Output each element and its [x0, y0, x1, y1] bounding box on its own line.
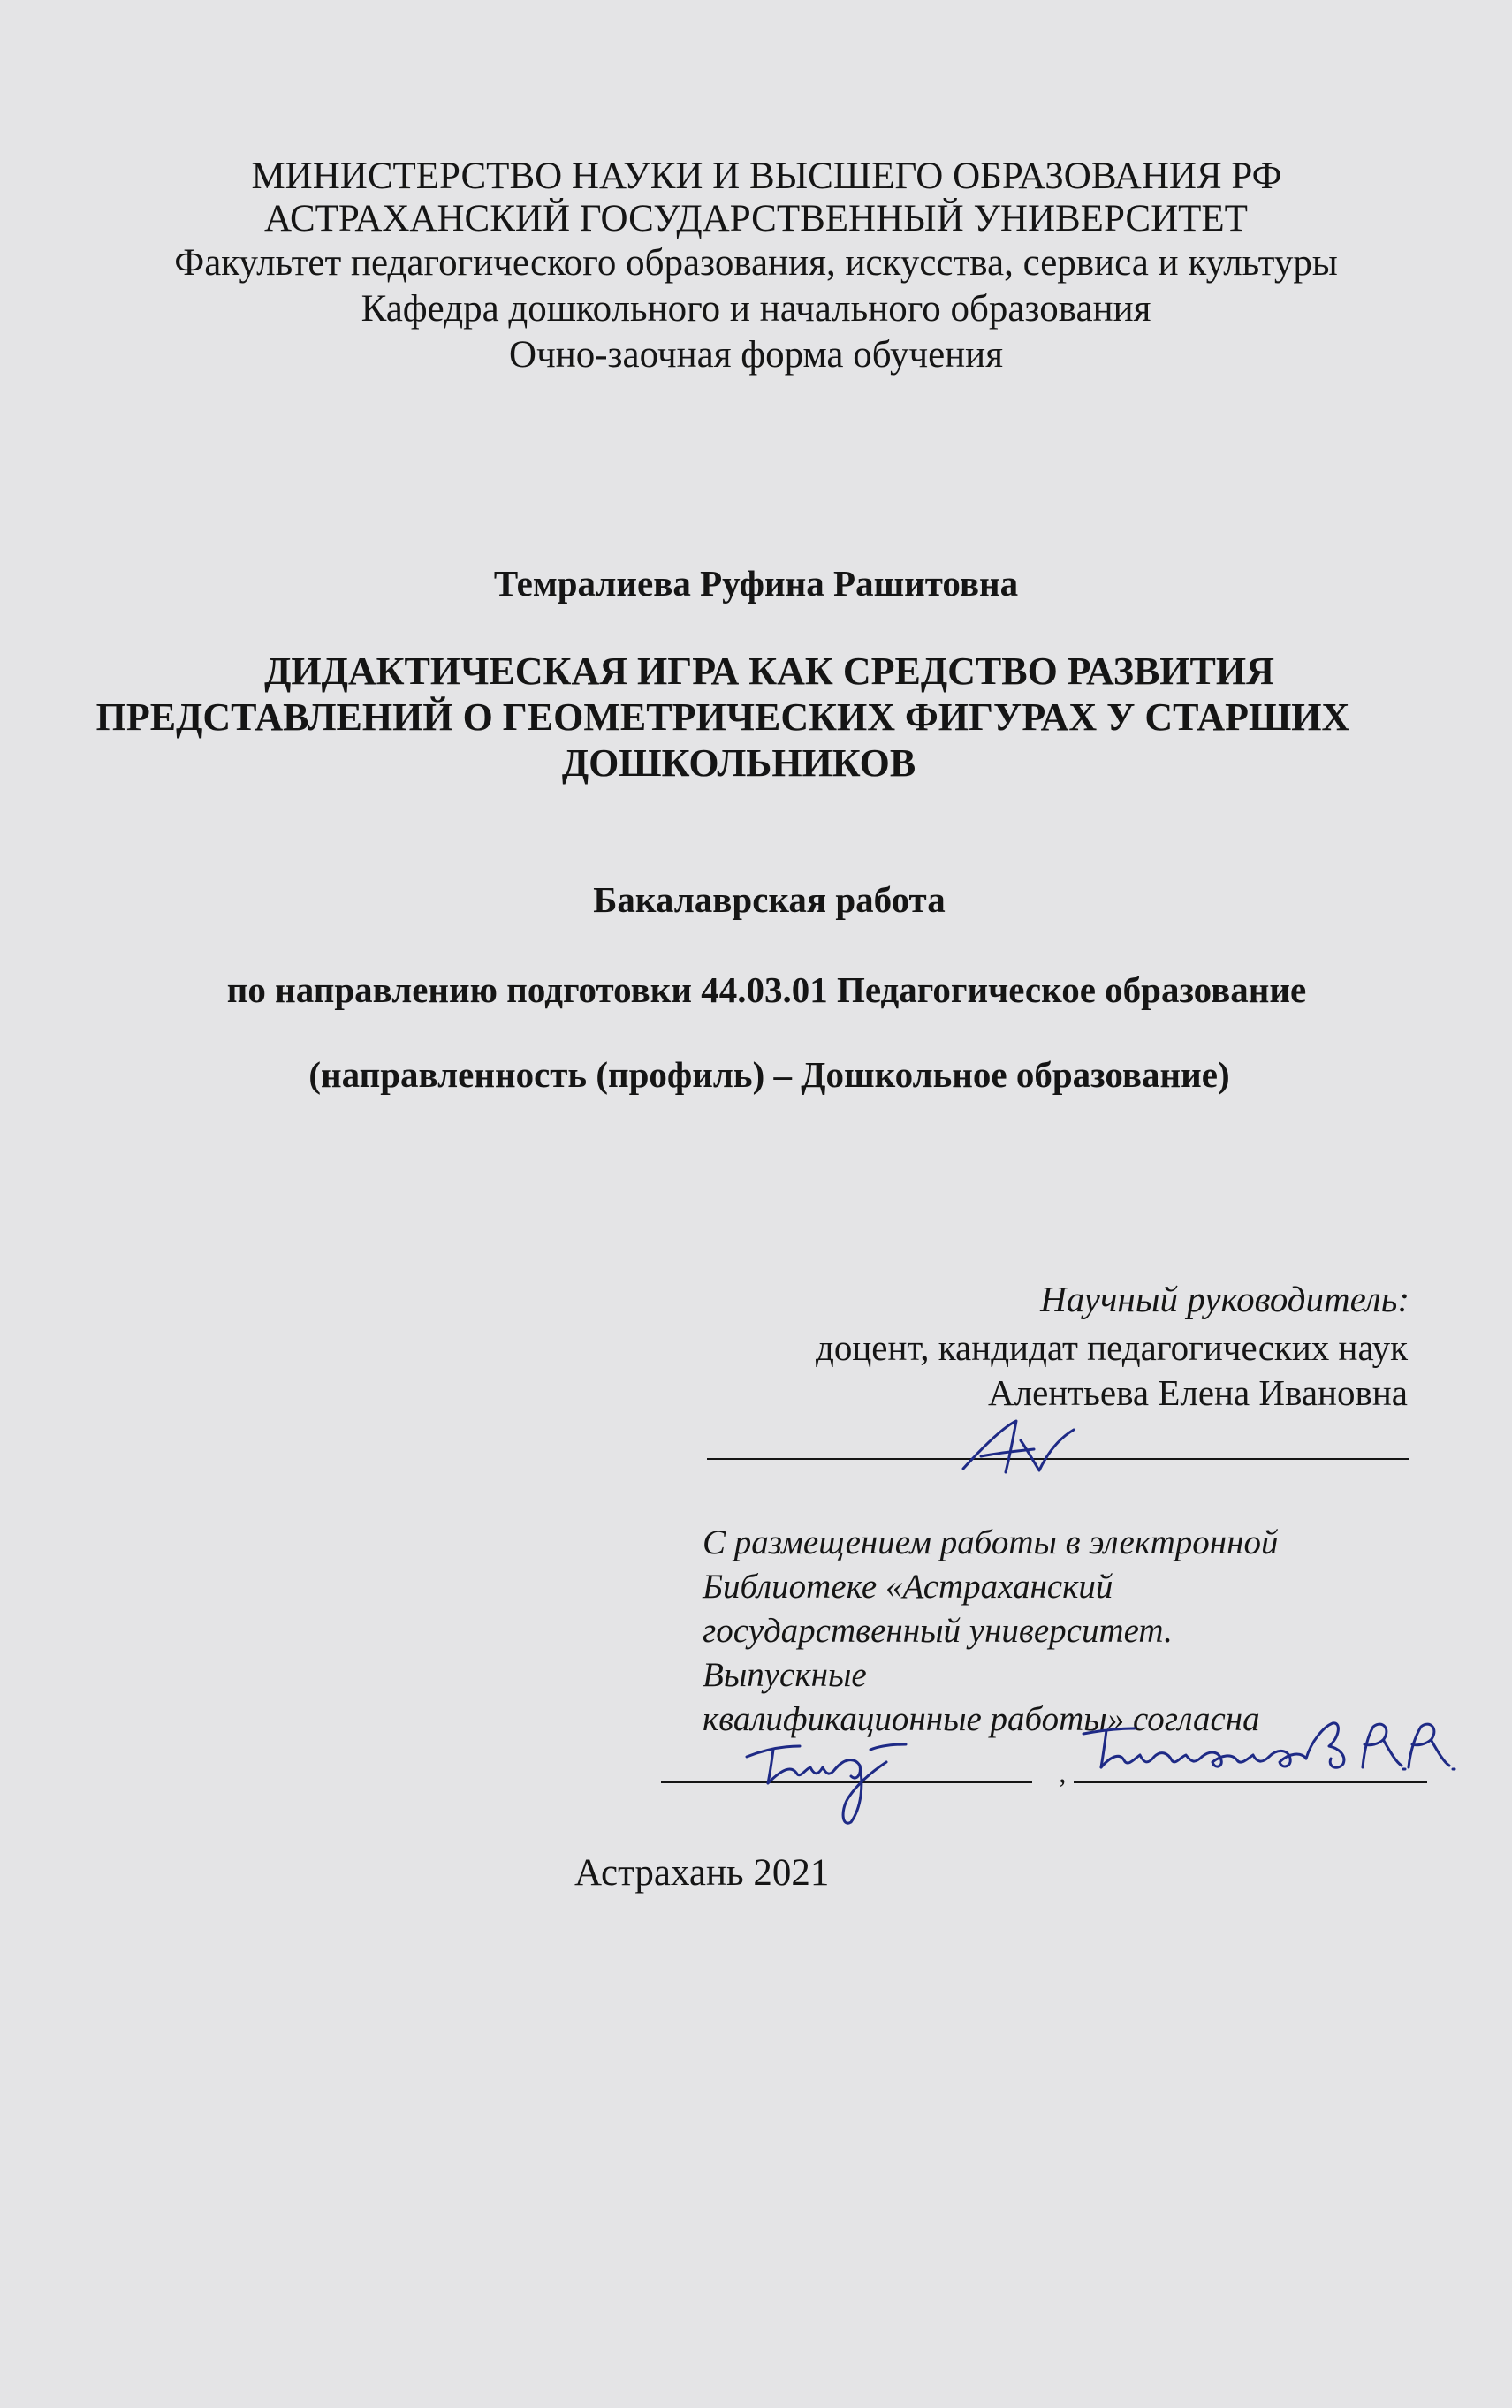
thesis-title-line-3: ДОШКОЛЬНИКОВ: [561, 741, 916, 785]
study-profile: (направленность (профиль) – Дошкольное образование): [308, 1054, 1230, 1095]
consent-line-4: Выпускные: [703, 1656, 867, 1694]
supervisor-label: Научный руководитель:: [1040, 1279, 1409, 1319]
city-year: Астрахань 2021: [574, 1852, 830, 1894]
thesis-title-line-2: ПРЕДСТАВЛЕНИЙ О ГЕОМЕТРИЧЕСКИХ ФИГУРАХ У СТАРШИХ: [95, 695, 1350, 739]
supervisor-name: Алентьева Елена Ивановна: [988, 1372, 1408, 1413]
study-direction: по направлению подготовки 44.03.01 Педагогическое образование: [226, 969, 1307, 1010]
author-signature-short: [738, 1723, 941, 1829]
ministry-heading: МИНИСТЕРСТВО НАУКИ И ВЫСШЕГО ОБРАЗОВАНИЯ РФ: [251, 156, 1282, 197]
study-form-heading: Очно-заочная форма обучения: [509, 334, 1003, 376]
supervisor-position: доцент, кандидат педагогических наук: [815, 1327, 1408, 1368]
author-name: Темралиева Руфина Рашитовна: [493, 563, 1019, 604]
university-heading: АСТРАХАНСКИЙ ГОСУДАРСТВЕННЫЙ УНИВЕРСИТЕТ: [264, 198, 1248, 239]
department-heading: Кафедра дошкольного и начального образования: [361, 288, 1151, 330]
thesis-title-line-1: ДИДАКТИЧЕСКАЯ ИГРА КАК СРЕДСТВО РАЗВИТИЯ: [264, 649, 1274, 693]
consent-line-2: Библиотеке «Астраханский: [703, 1568, 1113, 1606]
consent-line-3: государственный университет.: [703, 1612, 1173, 1650]
author-signature-full: [1080, 1714, 1478, 1785]
consent-line-1: С размещением работы в электронной: [703, 1523, 1279, 1561]
signature-separator: ,: [1059, 1757, 1067, 1789]
faculty-heading: Факультет педагогического образования, искусства, сервиса и культуры: [174, 242, 1338, 284]
work-type: Бакалаврская работа: [593, 879, 946, 920]
supervisor-signature: [954, 1414, 1087, 1485]
consent-line-5: квалификационные работы» согласна: [703, 1700, 1260, 1738]
